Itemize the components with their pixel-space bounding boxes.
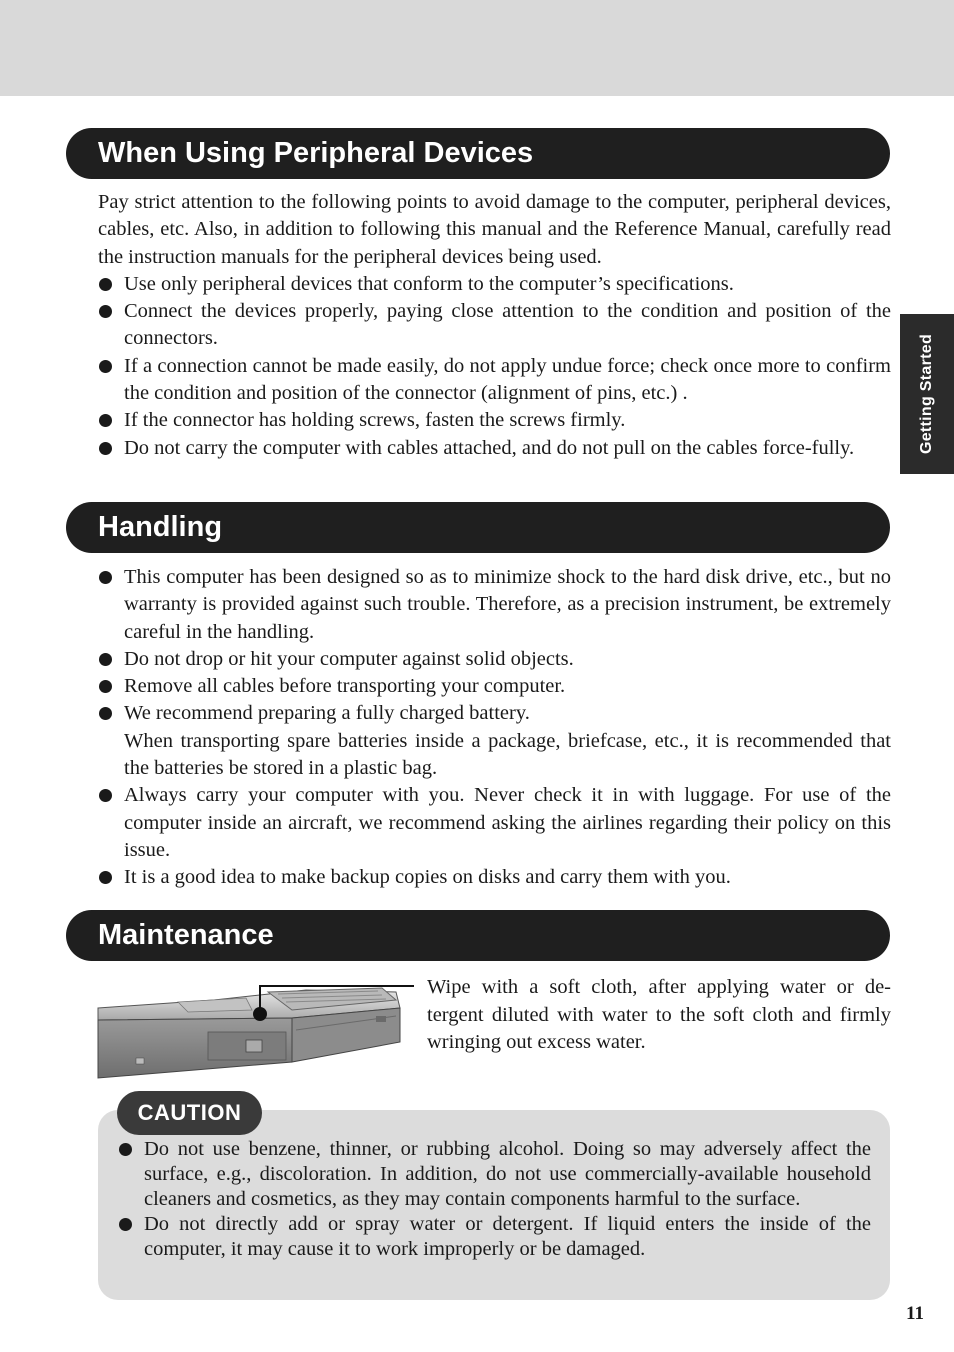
page-number: 11 bbox=[906, 1303, 924, 1324]
list-item: Do not directly add or spray water or detergent. If liquid enters the inside of the computer, it may cause it to work improperly or be damaged. bbox=[118, 1212, 871, 1262]
battery-note: When transporting spare batteries inside a package, briefcase, etc., it is recommended that the batteries be stored in a plastic bag. bbox=[124, 729, 891, 780]
side-tab-getting-started bbox=[900, 314, 954, 474]
list-item: If a connection cannot be made easily, do not apply undue force; check once more to confirm the condition and position of the connector (alignment of pins, etc.) . bbox=[98, 353, 891, 408]
list-item: Always carry your computer with you. Never check it in with luggage. For use of the computer inside an aircraft, we recommend asking the airlines regarding their policy on this issue. bbox=[98, 782, 891, 864]
caution-badge: CAUTION bbox=[117, 1091, 262, 1135]
section-heading-peripheral-devices: When Using Peripheral Devices bbox=[66, 128, 890, 179]
handling-section-body bbox=[98, 564, 891, 892]
handling-bullet-list bbox=[98, 564, 891, 892]
list-item: If the connector has holding screws, fasten the screws firmly. bbox=[98, 407, 891, 434]
top-band bbox=[0, 0, 954, 96]
maintenance-text: Wipe with a soft cloth, after applying water or de-tergent diluted with water to the soft cloth and firmly wringing out excess water. bbox=[427, 976, 891, 1053]
list-item: Do not use benzene, thinner, or rubbing alcohol. Doing so may adversely affect the surface, e.g., discoloration. In addition, do not use commercially-available household cleaners and cosmetics, as they may contain components harmful to the surface. bbox=[118, 1137, 871, 1212]
side-tab-label: Getting Started bbox=[918, 333, 935, 455]
list-item bbox=[98, 700, 891, 782]
list-item: Use only peripheral devices that conform to the computer’s specifications. bbox=[98, 271, 891, 298]
peripheral-intro: Pay strict attention to the following points to avoid damage to the computer, peripheral devices, cables, etc. Also, in addition to following this manual and the Reference Manual, carefully read the instruction manuals for the peripheral devices being used. bbox=[98, 191, 891, 268]
list-item: Do not carry the computer with cables attached, and do not pull on the cables force-fully. bbox=[98, 435, 891, 462]
caution-bullet-list bbox=[118, 1137, 871, 1262]
list-item: It is a good idea to make backup copies on disks and carry them with you. bbox=[98, 864, 891, 891]
section-heading-handling: Handling bbox=[66, 502, 890, 553]
list-item: Remove all cables before transporting your computer. bbox=[98, 673, 891, 700]
section-heading-maintenance: Maintenance bbox=[66, 910, 890, 961]
list-item: This computer has been designed so as to minimize shock to the hard disk drive, etc., but no warranty is provided against such trouble. Therefore, as a precision instrument, be extremely careful in the handling. bbox=[98, 564, 891, 646]
list-item-text: We recommend preparing a fully charged battery. bbox=[124, 702, 530, 725]
caution-content bbox=[118, 1137, 871, 1262]
laptop-illustration bbox=[96, 980, 416, 1080]
list-item: Connect the devices properly, paying close attention to the condition and position of the connectors. bbox=[98, 298, 891, 353]
list-item: Do not drop or hit your computer against solid objects. bbox=[98, 646, 891, 673]
peripheral-bullet-list bbox=[98, 271, 891, 462]
peripheral-section-body bbox=[98, 189, 891, 462]
